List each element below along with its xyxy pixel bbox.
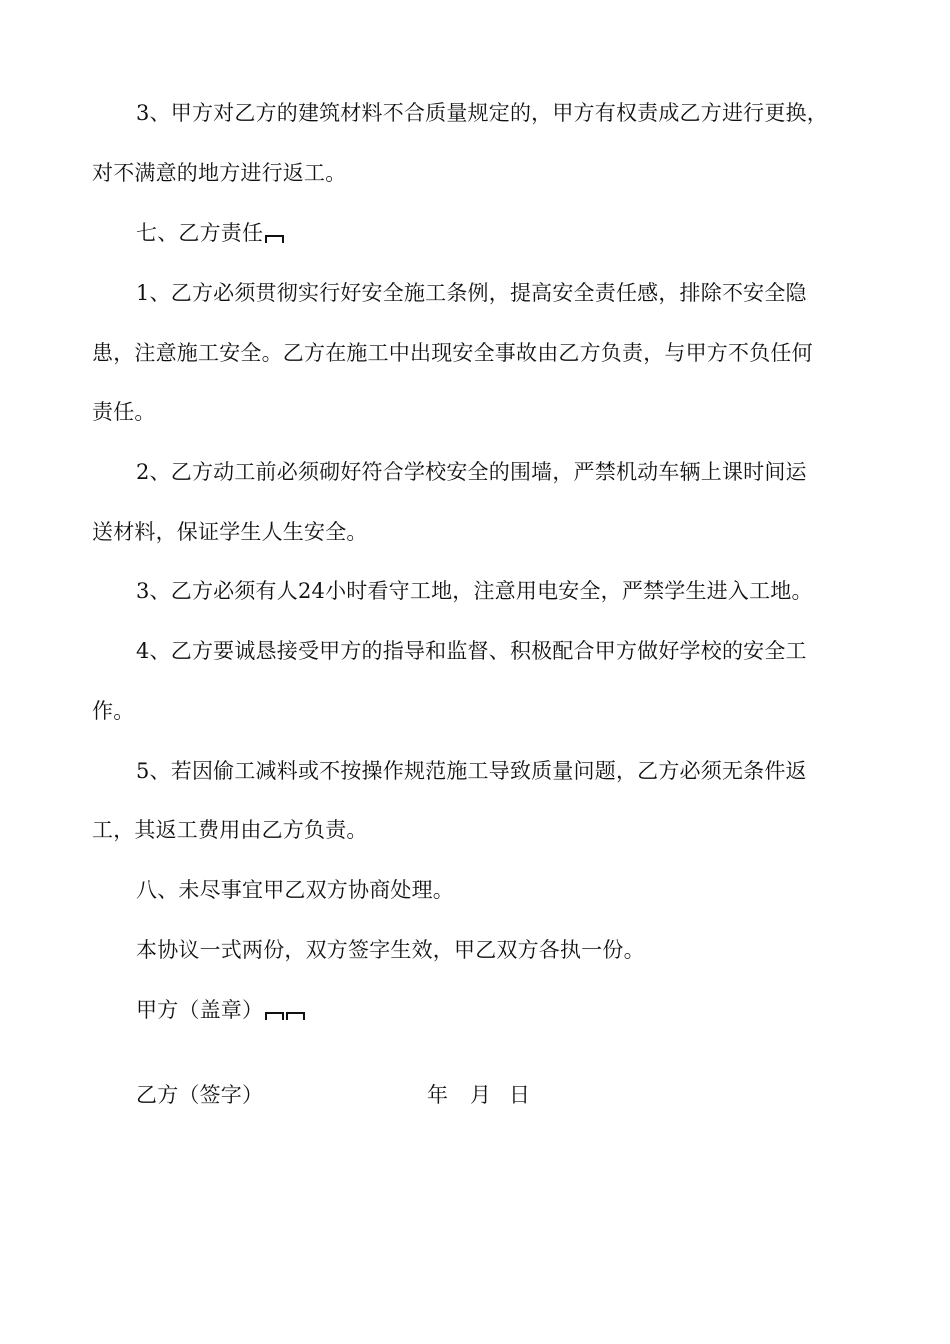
blank-mark-icon (286, 1012, 305, 1020)
blank-mark-icon (265, 1012, 284, 1020)
clause-7-3 (136, 576, 813, 606)
clause-7-4-line-1 (136, 636, 807, 666)
text: 本协议一式两份，双方签字生效，甲乙双方各执一份。 (136, 938, 645, 962)
text: 对不满意的地方进行返工。 (92, 161, 347, 185)
section-7-heading (136, 218, 284, 248)
text: 患，注意施工安全。乙方在施工中出现安全事故由乙方负责，与甲方不负任何 (92, 341, 813, 365)
clause-7-1-line-2 (92, 338, 813, 368)
date-year: 年 (427, 1083, 448, 1107)
date-month: 月 (470, 1083, 491, 1107)
text: 3、乙方必须有人24小时看守工地，注意用电安全，严禁学生进入工地。 (136, 579, 813, 603)
text: 2、乙方动工前必须砌好符合学校安全的围墙，严禁机动车辆上课时间运 (136, 460, 807, 484)
text: 责任。 (92, 400, 156, 424)
text: 送材料，保证学生人生安全。 (92, 520, 368, 544)
clause-6-3-line-2 (92, 158, 346, 188)
text: 乙方（签字） (136, 1083, 264, 1107)
text: 1、乙方必须贯彻实行好安全施工条例，提高安全责任感，排除不安全隐 (136, 281, 807, 305)
clause-6-3-line-1 (136, 98, 828, 128)
clause-7-2-line-2 (92, 517, 368, 547)
clause-7-1-line-3 (92, 397, 156, 427)
blank-mark-icon (265, 235, 284, 243)
text: 作。 (92, 699, 135, 723)
clause-7-1-line-1 (136, 278, 807, 308)
clause-7-4-line-2 (92, 696, 134, 726)
text: 4、乙方要诚恳接受甲方的指导和监督、积极配合甲方做好学校的安全工 (136, 639, 807, 663)
clause-7-5-line-1 (136, 756, 807, 786)
clause-7-2-line-1 (136, 457, 807, 487)
text: 八、未尽事宜甲乙双方协商处理。 (136, 878, 454, 902)
date-day: 日 (509, 1083, 530, 1107)
text: 工，其返工费用由乙方负责。 (92, 818, 368, 842)
party-a-seal-line (136, 995, 305, 1025)
section-8 (136, 875, 454, 905)
text: 5、若因偷工减料或不按操作规范施工导致质量问题，乙方必须无条件返 (136, 759, 807, 783)
date-line (427, 1080, 530, 1110)
text: 甲方（盖章） (136, 998, 264, 1022)
party-b-signature-line (136, 1080, 263, 1110)
clause-7-5-line-2 (92, 815, 368, 845)
copies-statement (136, 935, 645, 965)
text: 3、甲方对乙方的建筑材料不合质量规定的，甲方有权责成乙方进行更换， (136, 101, 828, 125)
text: 七、乙方责任 (136, 221, 264, 245)
